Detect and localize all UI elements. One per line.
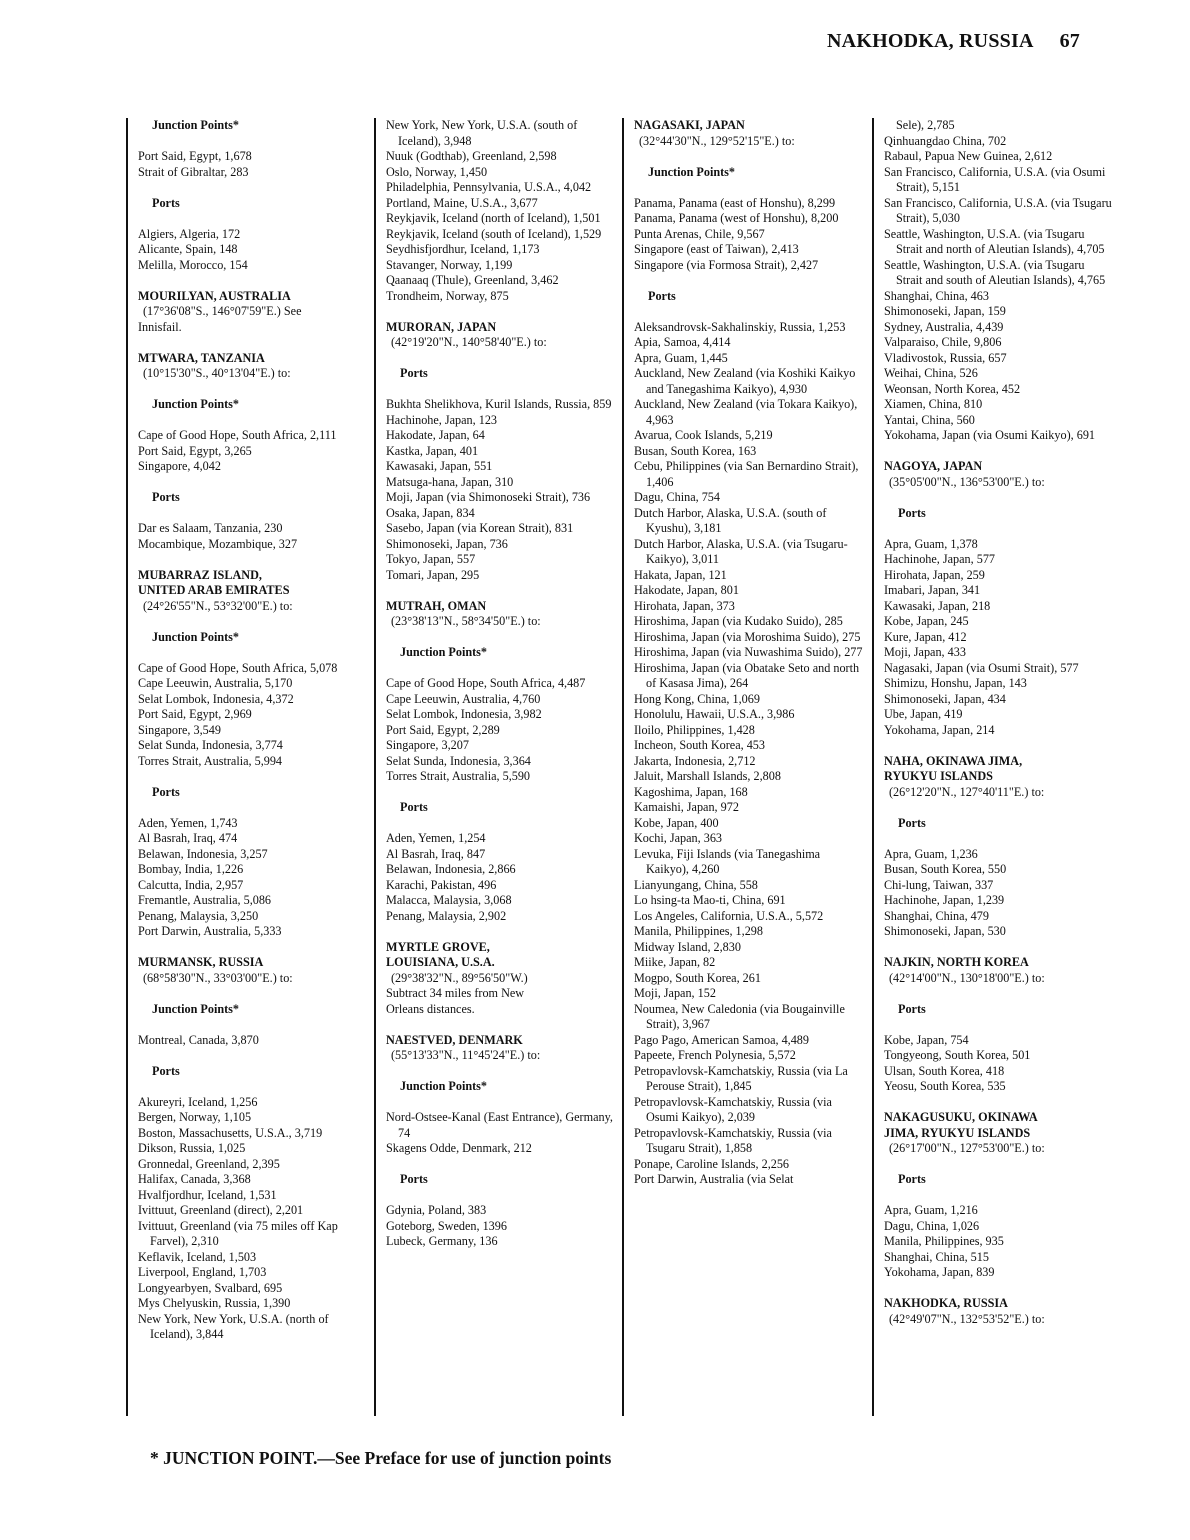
port-coordinates: (26°12'20"N., 127°40'11"E.) to: [889,784,1045,799]
list-item: Keflavik, Iceland, 1,503 [138,1249,257,1264]
list-item: Al Basrah, Iraq, 847 [386,846,486,861]
distance-list [138,816,366,940]
port-note: Subtract 34 miles from New [386,986,525,1000]
list-item: Cape Leeuwin, Australia, 5,170 [138,676,293,690]
port-name: MTWARA, TANZANIA [138,350,265,365]
list-item: Sydney, Australia, 4,439 [884,319,1004,334]
list-item: Pago Pago, American Samoa, 4,489 [634,1032,809,1047]
list-item: Aleksandrovsk-Sakhalinskiy, Russia, 1,253 [634,319,846,334]
list-item: Algiers, Algeria, 172 [138,226,241,241]
list-item: Belawan, Indonesia, 3,257 [138,846,268,861]
list-item: Selat Sunda, Indonesia, 3,364 [386,753,531,768]
list-item: Apra, Guam, 1,445 [634,350,728,365]
port-name: RYUKYU ISLANDS [884,769,993,783]
list-item: Gronnedal, Greenland, 2,395 [138,1156,280,1171]
section-subheading: Ports [400,800,428,814]
port-name: NAESTVED, DENMARK [386,1032,523,1047]
list-item: Hachinohe, Japan, 577 [884,552,996,566]
section-subheading: Ports [152,195,180,210]
list-item: Reykjavik, Iceland (north of Iceland), 1,501 [386,211,601,225]
list-item: Cape of Good Hope, South Africa, 2,111 [138,428,337,442]
port-coordinates: (17°36'08"S., 146°07'59"E.) See [143,304,302,318]
section-subheading: Ports [152,1063,180,1078]
list-item: Avarua, Cook Islands, 5,219 [634,428,773,442]
distance-list [386,831,614,924]
distance-list [386,676,614,785]
section-subheading: Junction Points* [152,629,240,644]
list-item: Manila, Philippines, 1,298 [634,924,763,938]
list-item: Seattle, Washington, U.S.A. (via Tsugaru Strait and south of Aleutian Islands), 4,765 [884,257,1106,287]
list-item: Hiroshima, Japan (via Obatake Seto and north of Kasasa Jima), 264 [634,660,860,690]
port-coordinates: (42°14'00"N., 130°18'00"E.) to: [889,970,1045,985]
list-item: Incheon, South Korea, 453 [634,738,765,752]
port-heading [138,568,366,615]
port-heading [634,118,866,149]
list-item: Yeosu, South Korea, 535 [884,1079,1006,1093]
footnote: * JUNCTION POINT.—See Preface for use of junction points [150,1448,612,1468]
list-item: Port Darwin, Australia, 5,333 [138,924,282,938]
list-item: Philadelphia, Pennsylvania, U.S.A., 4,042 [386,180,592,194]
port-name: UNITED ARAB EMIRATES [138,583,290,597]
section-subheading: Ports [648,288,676,303]
list-item: Noumea, New Caledonia (via Bougainville Strait), 3,967 [634,1001,845,1031]
section-subheading: Ports [898,1001,926,1016]
port-heading [138,289,366,336]
list-item: Qaanaaq (Thule), Greenland, 3,462 [386,273,559,287]
port-coordinates: (55°13'33"N., 11°45'24"E.) to: [391,1048,541,1062]
port-coordinates: (42°19'20"N., 140°58'40"E.) to: [391,335,547,349]
distance-list [884,118,1112,444]
list-item: Shimonoseki, Japan, 736 [386,536,508,551]
list-item: Valparaiso, Chile, 9,806 [884,335,1002,349]
list-item: Hong Kong, China, 1,069 [634,691,760,706]
port-coordinates: (68°58'30"N., 33°03'00"E.) to: [143,970,293,985]
list-item: Kobe, Japan, 754 [884,1032,969,1047]
list-item: Dutch Harbor, Alaska, U.S.A. (south of Kyushu), 3,181 [634,505,827,535]
list-item: Skagens Odde, Denmark, 212 [386,1141,532,1155]
section-subheading: Junction Points* [152,118,240,132]
list-item: Tokyo, Japan, 557 [386,552,476,566]
list-item: Mys Chelyuskin, Russia, 1,390 [138,1296,291,1310]
list-item: Hakodate, Japan, 801 [634,583,739,597]
list-item: Panama, Panama (east of Honshu), 8,299 [634,195,836,210]
port-note: Orleans distances. [386,1001,475,1016]
list-item: Manila, Philippines, 935 [884,1234,1004,1248]
list-item: Hachinohe, Japan, 123 [386,412,498,427]
list-item: Port Said, Egypt, 2,969 [138,707,252,721]
list-item: Alicante, Spain, 148 [138,242,238,256]
section-subheading: Ports [898,815,926,830]
section-subheading: Junction Points* [400,1079,488,1093]
distance-list [138,428,366,475]
list-item: Mocambique, Mozambique, 327 [138,536,298,551]
list-item: Shimonoseki, Japan, 434 [884,691,1006,706]
list-item: New York, New York, U.S.A. (south of Iceland), 3,948 [386,118,578,148]
list-item: Auckland, New Zealand (via Koshiki Kaikyo and Tanegashima Kaikyo), 4,930 [634,366,856,396]
list-item: Miike, Japan, 82 [634,955,716,969]
port-heading [884,459,1112,490]
list-item: Cape Leeuwin, Australia, 4,760 [386,691,541,706]
list-item: Halifax, Canada, 3,368 [138,1172,251,1186]
section-subheading: Ports [898,505,926,520]
list-item: Cape of Good Hope, South Africa, 4,487 [386,676,586,690]
list-item: Levuka, Fiji Islands (via Tanegashima Kaikyo), 4,260 [634,846,821,876]
port-coordinates: (42°49'07"N., 132°53'52"E.) to: [889,1311,1045,1326]
distance-list [634,320,866,1188]
list-item: Hiroshima, Japan (via Nuwashima Suido), 277 [634,645,863,659]
section-subheading: Ports [152,784,180,799]
list-item: Port Darwin, Australia (via Selat [634,1172,794,1186]
distance-list [884,537,1112,739]
section-subheading: Ports [400,366,428,380]
list-item: Apra, Guam, 1,236 [884,846,978,861]
list-item: Ivittuut, Greenland (via 75 miles off Kap Farvel), 2,310 [138,1218,338,1248]
list-item: Singapore (east of Taiwan), 2,413 [634,242,799,256]
port-heading [386,940,614,1018]
list-item: Sasebo, Japan (via Korean Strait), 831 [386,521,574,535]
port-coordinates: (10°15'30"S., 40°13'04"E.) to: [143,366,291,380]
list-item: Moji, Japan, 433 [884,645,966,659]
list-item: Cebu, Philippines (via San Bernardino Strait), 1,406 [634,459,859,489]
port-coordinates: (24°26'55"N., 53°32'00"E.) to: [143,598,293,613]
list-item: Hachinohe, Japan, 1,239 [884,893,1005,907]
list-item: Longyearbyen, Svalbard, 695 [138,1280,283,1295]
list-item-continuation: Sele), 2,785 [896,118,955,132]
distance-list [138,521,366,552]
list-item: Singapore, 3,207 [386,738,469,752]
list-item: Belawan, Indonesia, 2,866 [386,862,516,876]
distance-list [386,1110,614,1157]
list-item: Selat Lombok, Indonesia, 4,372 [138,691,294,706]
list-item: Seydhisfjordhur, Iceland, 1,173 [386,242,540,256]
list-item: Kobe, Japan, 245 [884,614,969,628]
section-subheading: Ports [898,1172,926,1186]
list-item: Qinhuangdao China, 702 [884,133,1007,148]
list-item: Selat Sunda, Indonesia, 3,774 [138,738,283,752]
list-item: Dagu, China, 754 [634,490,720,504]
list-item: Selat Lombok, Indonesia, 3,982 [386,707,542,721]
list-item: Panama, Panama (west of Honshu), 8,200 [634,211,839,225]
list-item: Busan, South Korea, 163 [634,443,757,458]
distance-list [138,149,366,180]
list-item: Akureyri, Iceland, 1,256 [138,1094,258,1109]
port-name: NAJKIN, NORTH KOREA [884,955,1029,969]
list-item: Singapore, 3,549 [138,722,221,737]
list-item: Petropavlovsk-Kamchatskiy, Russia (via La Perouse Strait), 1,845 [634,1063,848,1093]
list-item: Apia, Samoa, 4,414 [634,335,731,349]
port-heading [138,351,366,382]
list-item: Fremantle, Australia, 5,086 [138,893,272,907]
port-name: LOUISIANA, U.S.A. [386,955,495,969]
list-item: Shanghai, China, 515 [884,1249,989,1264]
list-item: Bergen, Norway, 1,105 [138,1110,252,1124]
list-item: Nagasaki, Japan (via Osumi Strait), 577 [884,660,1079,675]
section-subheading: Ports [152,490,180,504]
list-item: Rabaul, Papua New Guinea, 2,612 [884,149,1053,163]
port-name: MURMANSK, RUSSIA [138,955,264,969]
list-item: Liverpool, England, 1,703 [138,1265,267,1279]
port-heading [386,320,614,351]
list-item: Moji, Japan, 152 [634,986,716,1000]
list-item: Hiroshima, Japan (via Kudako Suido), 285 [634,614,843,628]
list-item: Aden, Yemen, 1,254 [386,831,486,845]
list-item: Hiroshima, Japan (via Moroshima Suido), 275 [634,629,861,644]
list-item: Penang, Malaysia, 2,902 [386,908,507,923]
list-item: Yokohama, Japan (via Osumi Kaikyo), 691 [884,428,1096,442]
list-item: Dar es Salaam, Tanzania, 230 [138,521,283,535]
port-heading [884,955,1112,986]
distance-list [138,227,366,274]
page-number: 67 [1059,30,1080,52]
list-item: Nuuk (Godthab), Greenland, 2,598 [386,149,557,163]
list-item: Boston, Massachusetts, U.S.A., 3,719 [138,1125,323,1140]
port-heading [884,754,1112,801]
list-item: Port Said, Egypt, 2,289 [386,722,500,737]
column-2 [374,118,614,1416]
list-item: Lianyungang, China, 558 [634,877,758,892]
port-coordinates: (35°05'00"N., 136°53'00"E.) to: [889,474,1045,489]
port-heading [884,1110,1112,1157]
list-item: Calcutta, India, 2,957 [138,877,244,892]
port-heading [386,599,614,630]
list-item: Ulsan, South Korea, 418 [884,1063,1005,1078]
list-item: Shimizu, Honshu, Japan, 143 [884,676,1027,690]
list-item: Dagu, China, 1,026 [884,1218,980,1233]
list-item: Xiamen, China, 810 [884,397,983,411]
list-item: Kochi, Japan, 363 [634,831,723,845]
list-item: Jaluit, Marshall Islands, 2,808 [634,769,781,783]
list-item: Shanghai, China, 479 [884,908,989,923]
list-item: Weonsan, North Korea, 452 [884,381,1021,396]
list-item: Stavanger, Norway, 1,199 [386,257,513,272]
port-name: JIMA, RYUKYU ISLANDS [884,1125,1031,1140]
list-item: Weihai, China, 526 [884,366,978,380]
list-item: Moji, Japan (via Shimonoseki Strait), 736 [386,490,591,504]
list-item: Dikson, Russia, 1,025 [138,1141,246,1155]
list-item: Karachi, Pakistan, 496 [386,877,497,892]
port-name: MYRTLE GROVE, [386,939,490,954]
list-item: Kagoshima, Japan, 168 [634,784,748,799]
list-item: Cape of Good Hope, South Africa, 5,078 [138,660,338,675]
list-item: Lo hsing-ta Mao-ti, China, 691 [634,893,786,907]
list-item: Auckland, New Zealand (via Tokara Kaikyo), 4,963 [634,397,858,427]
column-3 [622,118,866,1416]
port-name: MUBARRAZ ISLAND, [138,567,262,582]
list-item: Petropavlovsk-Kamchatskiy, Russia (via Tsugaru Strait), 1,858 [634,1125,832,1155]
port-heading [138,955,366,986]
list-item: Imabari, Japan, 341 [884,583,981,597]
list-item: Los Angeles, California, U.S.A., 5,572 [634,908,824,923]
distance-list [138,661,366,770]
list-item: Petropavlovsk-Kamchatskiy, Russia (via Osumi Kaikyo), 2,039 [634,1094,832,1124]
column-1 [126,118,366,1416]
list-item: Aden, Yemen, 1,743 [138,815,238,830]
list-item: Jakarta, Indonesia, 2,712 [634,753,756,768]
distance-list [884,1033,1112,1095]
list-item: Busan, South Korea, 550 [884,862,1007,876]
list-item: Yantai, China, 560 [884,412,975,427]
list-item: Torres Strait, Australia, 5,590 [386,769,531,783]
list-item: Tongyeong, South Korea, 501 [884,1048,1031,1062]
list-item: Hakata, Japan, 121 [634,567,727,582]
list-item: Shanghai, China, 463 [884,288,989,303]
port-note: Innisfail. [138,319,182,334]
list-item: Gdynia, Poland, 383 [386,1203,487,1217]
list-item: Goteborg, Sweden, 1396 [386,1218,507,1233]
list-item: Trondheim, Norway, 875 [386,288,509,303]
list-item: Mogpo, South Korea, 261 [634,970,761,985]
list-item: Nord-Ostsee-Kanal (East Entrance), Germany, 74 [386,1110,613,1140]
list-item: Oslo, Norway, 1,450 [386,164,488,179]
list-item: Kamaishi, Japan, 972 [634,800,739,814]
distance-list [386,397,614,583]
list-item: Hirohata, Japan, 373 [634,598,735,613]
list-item: Hakodate, Japan, 64 [386,428,485,442]
port-name: NAKHODKA, RUSSIA [884,1296,1008,1310]
port-name: MURORAN, JAPAN [386,319,497,334]
list-item: San Francisco, California, U.S.A. (via Tsugaru Strait), 5,030 [884,195,1112,225]
section-subheading: Ports [400,1172,428,1186]
list-item: Papeete, French Polynesia, 5,572 [634,1048,796,1062]
list-item: Kure, Japan, 412 [884,629,967,644]
list-item: Portland, Maine, U.S.A., 3,677 [386,195,538,210]
list-item: Iloilo, Philippines, 1,428 [634,722,755,737]
list-item: Osaka, Japan, 834 [386,505,475,520]
list-item: New York, New York, U.S.A. (north of Iceland), 3,844 [138,1311,329,1341]
list-item: Shimonoseki, Japan, 530 [884,924,1006,938]
list-item: Kawasaki, Japan, 218 [884,598,991,613]
list-item: Vladivostok, Russia, 657 [884,350,1007,365]
list-item: Penang, Malaysia, 3,250 [138,908,259,923]
list-item: Hirohata, Japan, 259 [884,567,985,582]
list-item: Yokohama, Japan, 214 [884,722,995,737]
list-item: Dutch Harbor, Alaska, U.S.A. (via Tsugaru-Kaikyo), 3,011 [634,536,848,566]
port-name: MUTRAH, OMAN [386,598,487,613]
port-heading [884,1296,1112,1327]
list-item: Shimonoseki, Japan, 159 [884,304,1006,318]
list-item: Melilla, Morocco, 154 [138,257,248,272]
list-item: Port Said, Egypt, 1,678 [138,149,252,163]
list-item: Apra, Guam, 1,378 [884,536,978,551]
port-coordinates: (26°17'00"N., 127°53'00"E.) to: [889,1141,1045,1155]
list-item: Seattle, Washington, U.S.A. (via Tsugaru Strait and north of Aleutian Islands), 4,705 [884,226,1105,256]
list-item: Strait of Gibraltar, 283 [138,164,249,179]
list-item: Ivittuut, Greenland (direct), 2,201 [138,1203,304,1217]
list-item: Port Said, Egypt, 3,265 [138,443,252,458]
list-item: Torres Strait, Australia, 5,994 [138,753,283,768]
section-subheading: Junction Points* [152,1001,240,1016]
port-name: NAHA, OKINAWA JIMA, [884,753,1023,768]
list-item: Bukhta Shelikhova, Kuril Islands, Russia, 859 [386,397,612,411]
list-item: Honolulu, Hawaii, U.S.A., 3,986 [634,707,795,721]
distance-list [634,196,866,274]
list-item: Bombay, India, 1,226 [138,862,244,876]
section-subheading: Junction Points* [152,397,240,411]
list-item: Singapore (via Formosa Strait), 2,427 [634,257,819,272]
list-item: Reykjavik, Iceland (south of Iceland), 1,529 [386,226,602,241]
distance-list [884,847,1112,940]
distance-list [386,1203,614,1250]
list-item: Al Basrah, Iraq, 474 [138,831,238,845]
list-item: Chi-lung, Taiwan, 337 [884,877,994,892]
list-item: San Francisco, California, U.S.A. (via Osumi Strait), 5,151 [884,164,1106,194]
distance-list [138,1095,366,1343]
list-item: Hvalfjordhur, Iceland, 1,531 [138,1187,277,1202]
list-item: Malacca, Malaysia, 3,068 [386,893,512,907]
list-item: Kawasaki, Japan, 551 [386,459,493,473]
distance-list [884,1203,1112,1281]
port-coordinates: (29°38'32"N., 89°56'50"W.) [391,970,528,985]
list-item: Kobe, Japan, 400 [634,815,719,830]
list-item: Montreal, Canada, 3,870 [138,1032,259,1047]
list-item: Midway Island, 2,830 [634,939,741,954]
list-item: Ponape, Caroline Islands, 2,256 [634,1156,790,1171]
port-heading [386,1033,614,1064]
column-4 [872,118,1112,1416]
list-item: Singapore, 4,042 [138,459,221,473]
list-item: Punta Arenas, Chile, 9,567 [634,226,765,241]
distance-list [386,118,614,304]
list-item: Yokohama, Japan, 839 [884,1265,995,1279]
port-name: MOURILYAN, AUSTRALIA [138,288,291,303]
page-header [827,30,1080,53]
section-subheading: Junction Points* [400,645,488,659]
port-name: NAGOYA, JAPAN [884,459,983,473]
port-coordinates: (23°38'13"N., 58°34'50"E.) to: [391,614,541,628]
list-item: Kastka, Japan, 401 [386,443,479,458]
section-subheading: Junction Points* [648,164,736,179]
port-name: NAGASAKI, JAPAN [634,118,745,132]
distance-list [138,1033,366,1049]
list-item: Tomari, Japan, 295 [386,567,480,582]
port-coordinates: (32°44'30"N., 129°52'15"E.) to: [639,133,795,148]
list-item: Ube, Japan, 419 [884,707,963,721]
list-item: Lubeck, Germany, 136 [386,1234,498,1248]
port-name: NAKAGUSUKU, OKINAWA [884,1110,1038,1124]
list-item: Apra, Guam, 1,216 [884,1203,978,1217]
running-title: NAKHODKA, RUSSIA [827,30,1034,52]
list-item: Matsuga-hana, Japan, 310 [386,474,514,489]
